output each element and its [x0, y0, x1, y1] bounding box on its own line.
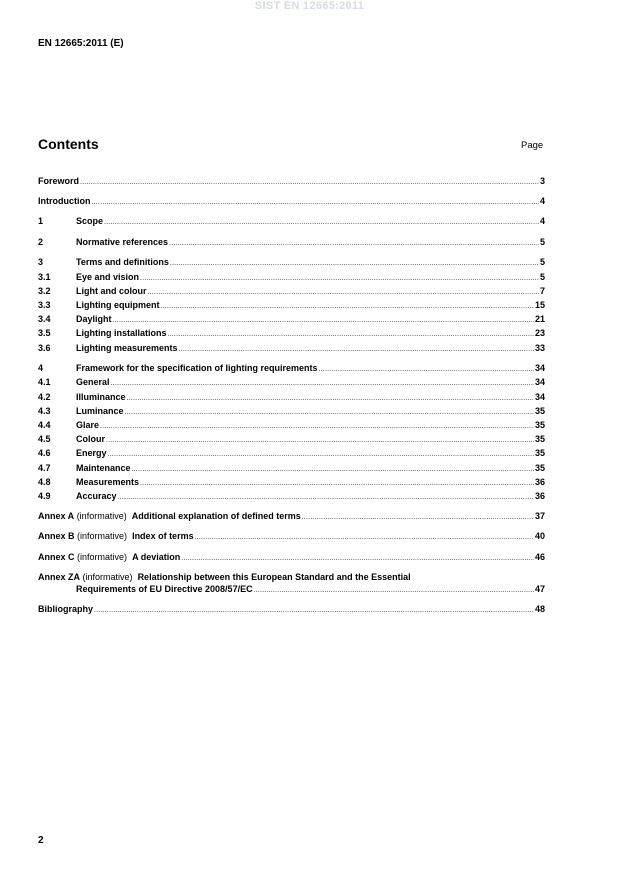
toc-entry-number: 3.5 — [38, 328, 51, 339]
toc-entry-page: 36 — [534, 476, 545, 487]
toc-entry-title: Terms and definitions — [76, 257, 169, 268]
dot-leader — [108, 449, 534, 461]
toc-entry-title: Framework for the specification of lighting requirements — [76, 363, 318, 374]
toc-entry-4-2[interactable] — [38, 391, 545, 405]
dot-leader — [125, 407, 534, 419]
watermark: SIST EN 12665:2011 — [254, 0, 365, 12]
toc-entry-page: 35 — [534, 434, 545, 445]
contents-heading: Contents — [38, 136, 99, 152]
toc-entry-title: A deviation — [132, 551, 181, 562]
toc-entry-title: Accuracy — [76, 491, 117, 502]
toc-entry-foreword[interactable] — [38, 175, 545, 189]
toc-entry-title: Eye and vision — [76, 271, 140, 282]
annex-status: (informative) — [76, 511, 127, 522]
toc-entry-terms-and-definitions[interactable] — [38, 256, 545, 270]
dot-leader — [94, 605, 534, 617]
toc-entry-page: 3 — [539, 176, 545, 186]
toc-entry-number: 1 — [38, 216, 44, 227]
dot-leader — [195, 532, 534, 544]
toc-entry-number: 4.2 — [38, 391, 51, 402]
toc-entry-title: Scope — [76, 216, 104, 227]
toc-entry-page: 36 — [534, 491, 545, 502]
toc-entry-scope[interactable] — [38, 215, 545, 229]
dot-leader — [170, 258, 539, 270]
annex-label: Annex A — [38, 511, 75, 522]
toc-entry-number: 2 — [38, 236, 44, 247]
table-of-contents — [38, 175, 545, 617]
toc-entry-4-3[interactable] — [38, 405, 545, 419]
toc-entry-title: Measurements — [76, 476, 140, 487]
toc-entry-title: Additional explanation of defined terms — [131, 511, 301, 522]
toc-entry-page: 35 — [534, 462, 545, 473]
toc-entry-3-6[interactable] — [38, 342, 545, 356]
toc-entry-number: 3 — [38, 257, 44, 268]
toc-entry-introduction[interactable] — [38, 195, 545, 209]
toc-entry-title: Energy — [76, 448, 107, 459]
dot-leader — [319, 364, 534, 376]
toc-entry-title: Bibliography — [38, 604, 94, 615]
toc-entry-title: Lighting installations — [76, 328, 167, 339]
toc-entry-page: 4 — [539, 196, 545, 207]
toc-entry-bibliography[interactable] — [38, 603, 545, 617]
toc-entry-title: Daylight — [76, 314, 112, 325]
toc-entry-title: Normative references — [76, 236, 169, 247]
toc-entry-page: 5 — [539, 257, 545, 268]
toc-entry-title: Luminance — [76, 405, 124, 416]
toc-entry-title-continued: Requirements of EU Directive 2008/57/EC — [76, 584, 253, 595]
toc-entry-page: 34 — [534, 363, 545, 374]
dot-leader — [127, 393, 534, 405]
toc-entry-3-3[interactable] — [38, 299, 545, 313]
dot-leader — [254, 585, 534, 597]
toc-entry-4-1[interactable] — [38, 376, 545, 390]
toc-entry-number: 4.1 — [38, 377, 51, 388]
dot-leader — [132, 464, 534, 476]
toc-entry-title: Glare — [76, 420, 100, 431]
dot-leader — [104, 217, 539, 229]
toc-entry-4-9[interactable] — [38, 490, 545, 504]
toc-entry-page: 37 — [534, 511, 545, 522]
dot-leader — [148, 287, 539, 299]
dot-leader — [140, 273, 539, 285]
toc-entry-title: Light and colour — [76, 285, 147, 296]
annex-label: Annex ZA — [38, 571, 81, 582]
toc-entry-normative-references[interactable] — [38, 236, 545, 250]
toc-entry-number: 4.5 — [38, 434, 51, 445]
toc-entry-number: 3.4 — [38, 314, 51, 325]
toc-entry-framework[interactable] — [38, 362, 545, 376]
toc-entry-title: Lighting equipment — [76, 299, 160, 310]
toc-entry-3-5[interactable] — [38, 327, 545, 341]
toc-entry-page: 35 — [534, 405, 545, 416]
dot-leader — [106, 435, 534, 447]
toc-entry-page: 35 — [534, 420, 545, 431]
toc-entry-page: 15 — [534, 299, 545, 310]
toc-entry-annex-za-continued[interactable] — [38, 583, 545, 597]
dot-leader — [161, 301, 534, 313]
toc-entry-title: Lighting measurements — [76, 342, 178, 353]
page-number: 2 — [38, 835, 44, 846]
annex-status: (informative) — [77, 531, 128, 542]
document-id: EN 12665:2011 (E) — [38, 38, 124, 49]
toc-entry-page: 4 — [539, 216, 545, 227]
annex-status: (informative) — [77, 551, 128, 562]
toc-entry-4-6[interactable] — [38, 447, 545, 461]
toc-entry-annex-za[interactable] — [38, 571, 545, 583]
toc-entry-page: 5 — [539, 236, 545, 247]
toc-entry-annex-a[interactable] — [38, 510, 545, 524]
toc-entry-4-4[interactable] — [38, 419, 545, 433]
dot-leader — [181, 553, 534, 565]
toc-entry-4-5[interactable] — [38, 433, 545, 447]
toc-entry-title: Colour — [76, 434, 105, 445]
toc-entry-3-2[interactable] — [38, 285, 545, 299]
toc-entry-title: Foreword — [38, 176, 80, 186]
toc-entry-3-4[interactable] — [38, 313, 545, 327]
dot-leader — [111, 378, 534, 390]
toc-entry-title: General — [76, 377, 110, 388]
dot-leader — [92, 197, 539, 209]
dot-leader — [80, 177, 539, 189]
toc-entry-title: Illuminance — [76, 391, 126, 402]
toc-entry-title: Relationship between this European Standard and the Essential — [137, 571, 411, 582]
toc-entry-page: 21 — [534, 314, 545, 325]
toc-entry-page: 23 — [534, 328, 545, 339]
dot-leader — [169, 238, 539, 250]
toc-entry-number: 4.7 — [38, 462, 51, 473]
toc-entry-number: 3.2 — [38, 285, 51, 296]
dot-leader — [113, 315, 534, 327]
toc-entry-title: Index of terms — [132, 531, 194, 542]
toc-entry-page: 34 — [534, 391, 545, 402]
annex-label: Annex B — [38, 531, 75, 542]
toc-entry-annex-b[interactable] — [38, 530, 545, 544]
toc-entry-page: 33 — [534, 342, 545, 353]
toc-entry-number: 4.3 — [38, 405, 51, 416]
toc-entry-4-7[interactable] — [38, 462, 545, 476]
page-column-label: Page — [521, 140, 544, 151]
dot-leader — [140, 478, 534, 490]
toc-entry-number: 4.8 — [38, 476, 51, 487]
toc-entry-3-1[interactable] — [38, 271, 545, 285]
toc-entry-page: 47 — [534, 584, 545, 595]
toc-entry-page: 5 — [539, 271, 545, 282]
toc-entry-page: 48 — [534, 604, 545, 615]
toc-entry-number: 3.3 — [38, 299, 51, 310]
toc-entry-page: 7 — [539, 285, 545, 296]
dot-leader — [168, 329, 534, 341]
dot-leader — [118, 492, 534, 504]
toc-entry-title: Maintenance — [76, 462, 131, 473]
toc-entry-page: 35 — [534, 448, 545, 459]
toc-entry-number: 4.9 — [38, 491, 51, 502]
dot-leader — [179, 344, 534, 356]
dot-leader — [302, 512, 534, 524]
toc-entry-page: 34 — [534, 377, 545, 388]
dot-leader — [100, 421, 534, 433]
toc-entry-number: 4 — [38, 363, 44, 374]
annex-status: (informative) — [82, 571, 133, 582]
toc-entry-number: 4.6 — [38, 448, 51, 459]
toc-entry-number: 3.6 — [38, 342, 51, 353]
toc-entry-number: 4.4 — [38, 420, 51, 431]
toc-entry-page: 40 — [534, 531, 545, 542]
toc-entry-4-8[interactable] — [38, 476, 545, 490]
annex-label: Annex C — [38, 551, 75, 562]
toc-entry-title: Introduction — [38, 196, 91, 207]
toc-entry-page: 46 — [534, 551, 545, 562]
toc-entry-number: 3.1 — [38, 271, 51, 282]
toc-entry-annex-c[interactable] — [38, 551, 545, 565]
